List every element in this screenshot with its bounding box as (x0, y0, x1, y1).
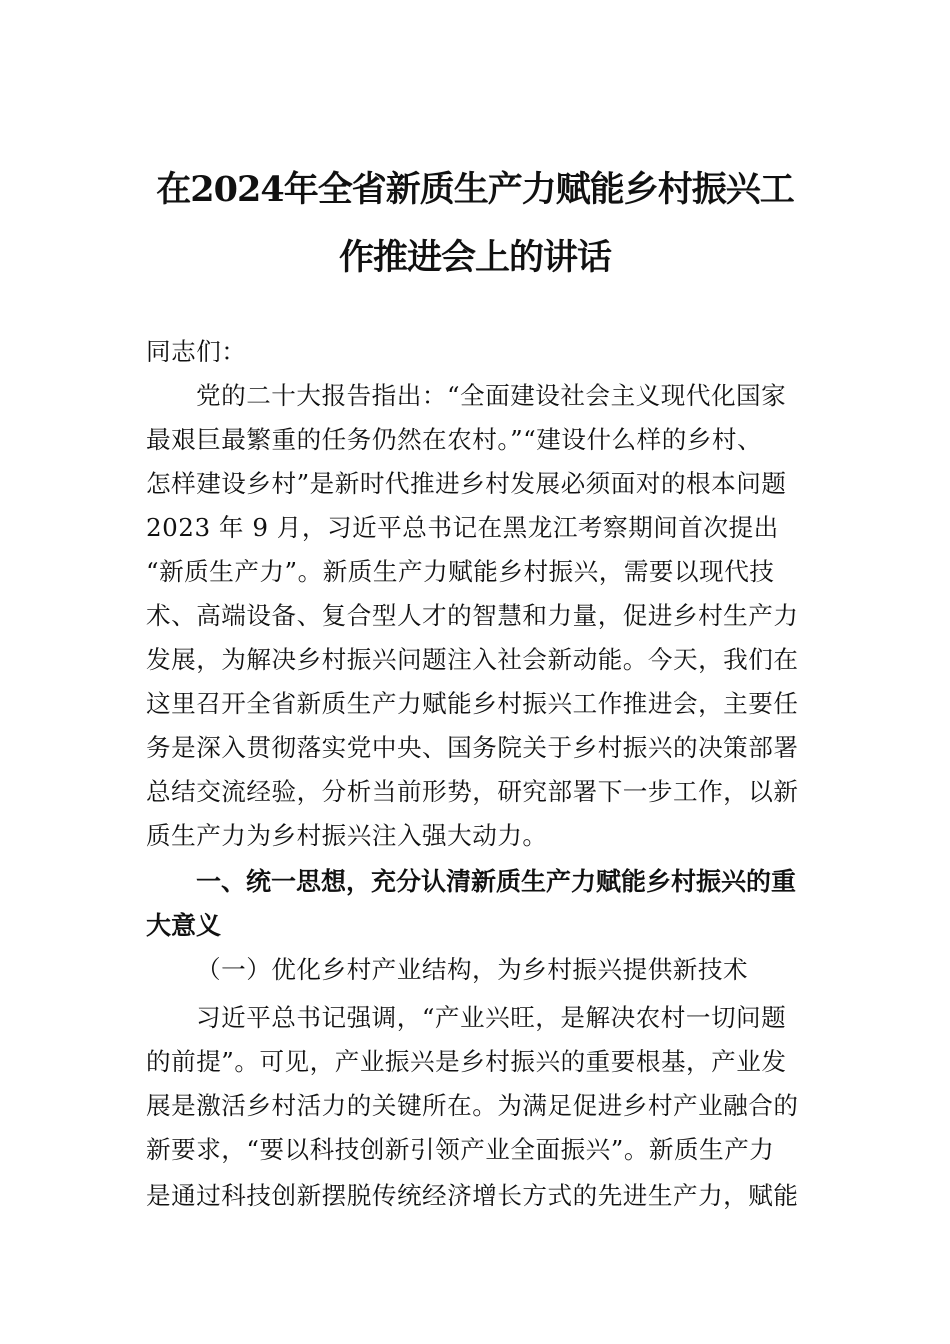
salutation: 同志们： (146, 337, 247, 366)
paragraph-1-line: 质生产力为乡村振兴注入强大动力。 (146, 821, 548, 850)
section-heading-line-2: 大意义 (146, 911, 222, 940)
document-title-line-2: 作推进会上的讲话 (338, 237, 611, 278)
paragraph-2-line: 是通过科技创新摆脱传统经济增长方式的先进生产力，赋能 (146, 1181, 799, 1210)
paragraph-1-line: 怎样建设乡村”是新时代推进乡村发展必须面对的根本问题 (146, 469, 787, 498)
paragraph-2-line: 新要求，“要以科技创新引领产业全面振兴”。新质生产力 (146, 1135, 775, 1164)
subsection-heading: （一）优化乡村产业结构，为乡村振兴提供新技术 (196, 955, 749, 984)
paragraph-1-line: 务是深入贯彻落实党中央、国务院关于乡村振兴的决策部署 (146, 733, 799, 762)
paragraph-1-line: “新质生产力”。新质生产力赋能乡村振兴，需要以现代技 (146, 557, 775, 586)
document-title-line-1: 在2024年全省新质生产力赋能乡村振兴工 (156, 169, 794, 210)
paragraph-1-line: 发展，为解决乡村振兴问题注入社会新动能。今天，我们在 (146, 645, 799, 674)
paragraph-1-line: 总结交流经验，分析当前形势，研究部署下一步工作，以新 (146, 777, 799, 806)
paragraph-1-line: 最艰巨最繁重的任务仍然在农村。”“建设什么样的乡村、 (146, 425, 763, 454)
paragraph-1-line: 2023 年 9 月，习近平总书记在黑龙江考察期间首次提出 (146, 513, 779, 542)
paragraph-2-line: 展是激活乡村活力的关键所在。为满足促进乡村产业融合的 (146, 1091, 799, 1120)
paragraph-1-line: 术、高端设备、复合型人才的智慧和力量，促进乡村生产力 (146, 601, 799, 630)
paragraph-1-line: 这里召开全省新质生产力赋能乡村振兴工作推进会，主要任 (146, 689, 799, 718)
paragraph-2-line: 的前提”。可见，产业振兴是乡村振兴的重要根基，产业发 (146, 1047, 787, 1076)
section-heading-line-1: 一、统一思想，充分认清新质生产力赋能乡村振兴的重 (196, 867, 797, 896)
paragraph-2-line: 习近平总书记强调，“产业兴旺，是解决农村一切问题 (196, 1003, 787, 1032)
paragraph-1-line: 党的二十大报告指出：“全面建设社会主义现代化国家 (196, 381, 787, 410)
